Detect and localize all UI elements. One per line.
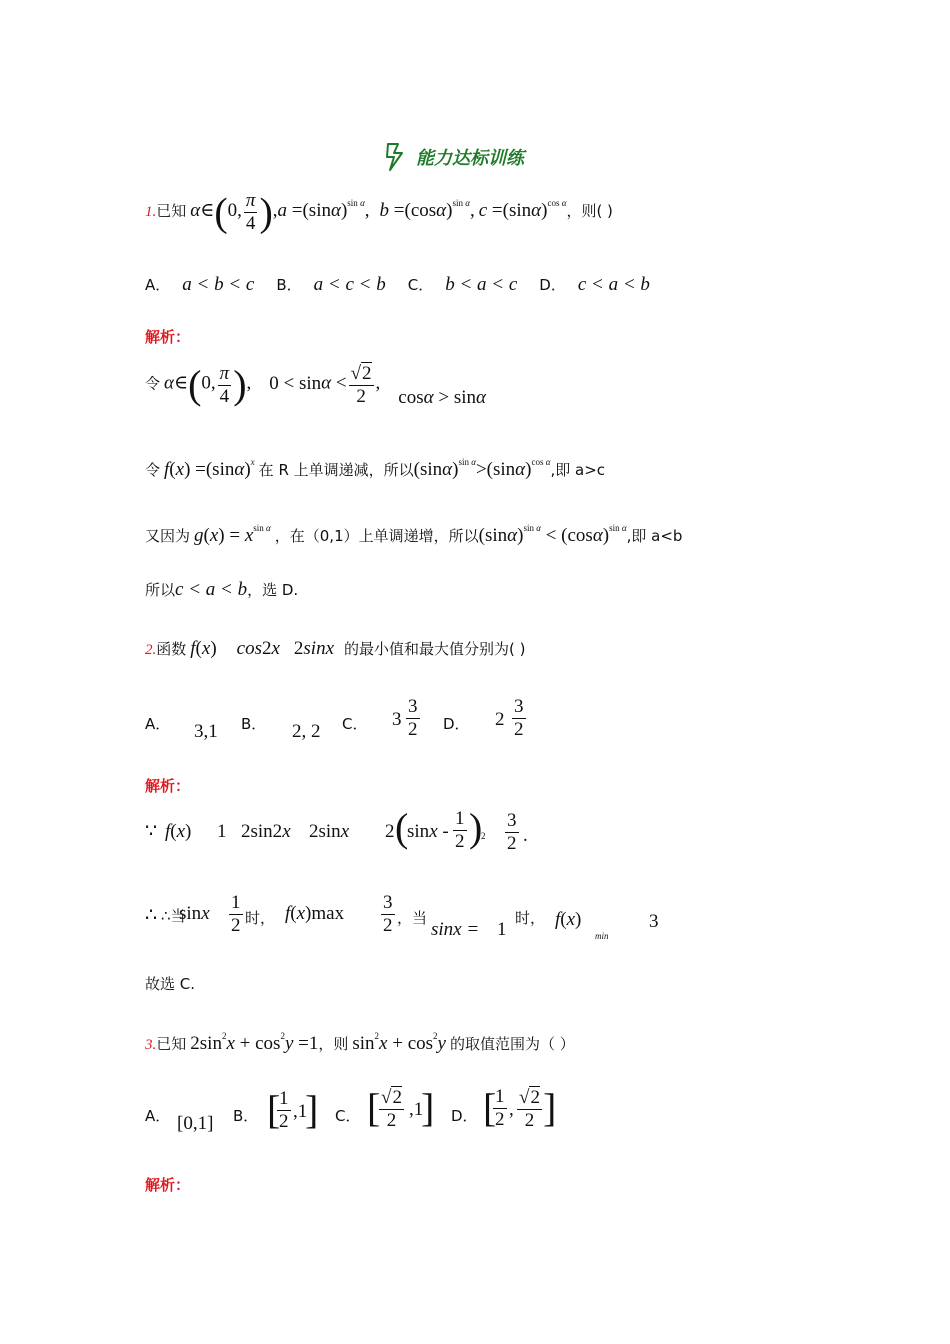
q1-options: A． a < b < c B． a < c < b C． b < a < c D． c < a < b (145, 274, 650, 295)
q1-stem: 1.已知 α∈(0, $\frac{\pi}{4}$ )$,a =(\sin\alpha)^{sin \alpha}$, $b =(\cos\alpha)^{sin \alpha}$, $c =(\sin\alpha)^{cos \alpha}$，则( ) (145, 189, 613, 235)
q1-analysis-label: 解析： (145, 328, 191, 346)
q2-number: 2. (145, 642, 157, 658)
q3-stem: 3.已知 $2\sin^2x + \cos^2y =1$，则 $\sin^2x + \cos^2y$ 的取值范围为（ ） (145, 1031, 575, 1054)
q1-sol-line2: 令 $f(x) =(\sin\alpha)^x$ 在 R 上单调递减，所以$(\sin\alpha)^{sin \alpha}>(\sin\alpha)^{cos \alpha}$,即 a>c (145, 457, 606, 480)
q2-sol-line3: 故选 C. (145, 975, 196, 993)
lightning-icon (384, 142, 412, 172)
q1-sol-line3: 又因为 $g(x) = x^{sin \alpha}$ ，在（0,1）上单调递增，所以$(\sin\alpha)^{sin \alpha} < (\cos\alpha)^{sin \alpha}$,即 a<b (145, 523, 683, 546)
q1-sol-line4: 所以c < a < b，选 D. (145, 579, 299, 600)
q3-analysis-label: 解析： (145, 1176, 191, 1194)
q3-number: 3. (145, 1037, 157, 1053)
section-title (384, 142, 524, 172)
q1-sol-line1: 令 α∈(0, $\frac{\pi}{4}$ ), 0 < sinα < $\frac{√2}{2}$ , cosα > sinα (145, 362, 486, 408)
section-title-text: 能力达标训练 (416, 148, 524, 169)
q2-stem: 2.函数 f(x) cos2x 2sinx 的最小值和最大值分别为( ) (145, 638, 526, 659)
q1-number: 1. (145, 204, 157, 221)
q2-analysis-label: 解析： (145, 777, 191, 795)
